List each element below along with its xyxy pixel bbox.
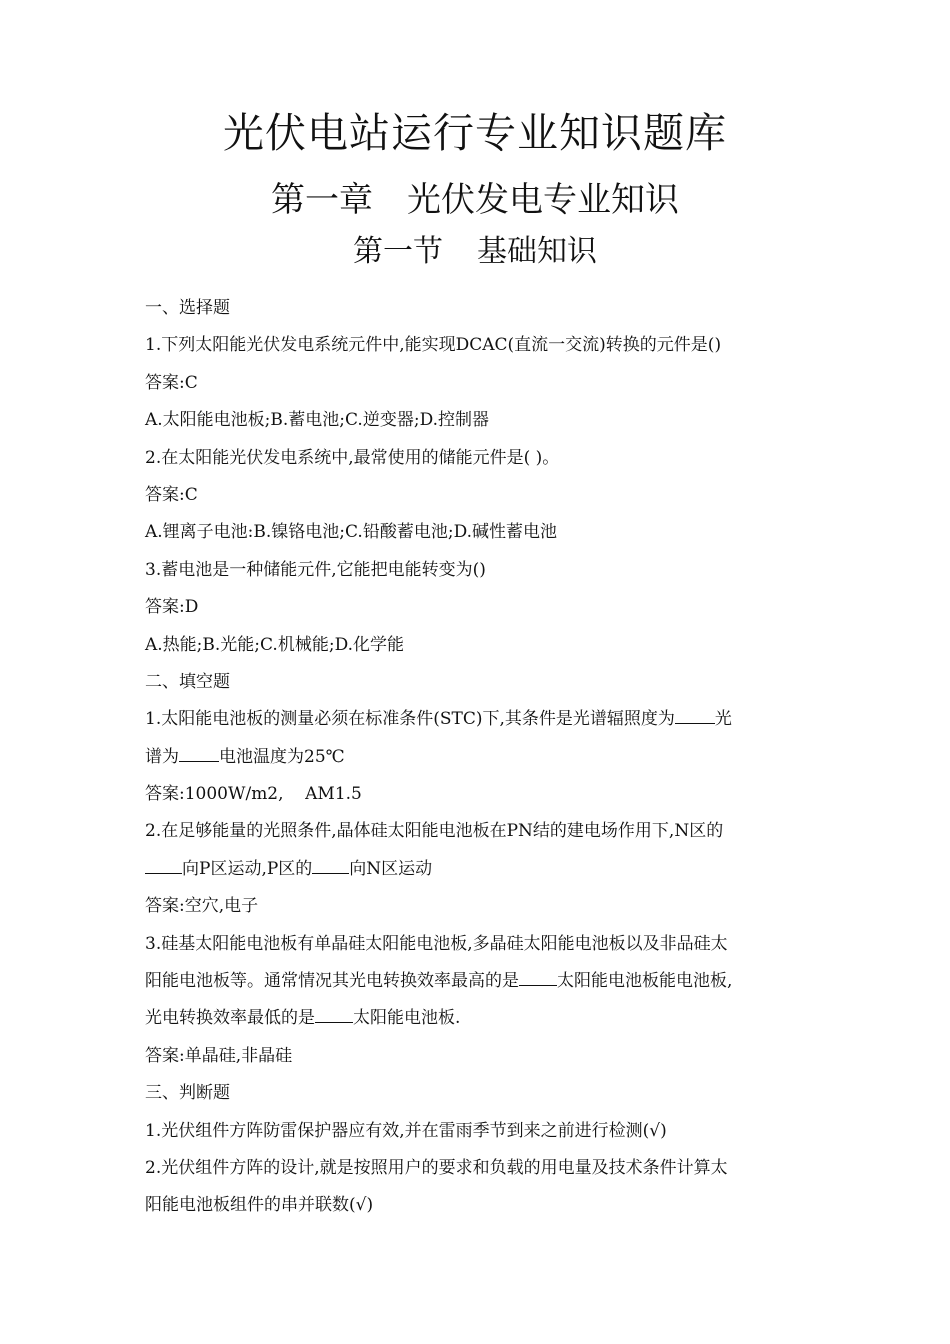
fill-blank xyxy=(145,873,182,874)
chapter-heading xyxy=(0,178,950,222)
question-text xyxy=(145,701,815,738)
options-line: A.锂离子电池:B.镍铬电池;C.铅酸蓄电池;D.碱性蓄电池 xyxy=(145,522,557,543)
document-title: 光伏电站运行专业知识题库 xyxy=(223,109,727,157)
section-heading-choice: 一、选择题 xyxy=(145,298,230,318)
section-name: 基础知识 xyxy=(477,234,597,269)
question-text-part: 阳能电池板等。通常情况其光电转换效率最高的是 xyxy=(145,971,519,992)
answer-line: 答案:D xyxy=(145,597,199,618)
question-text: 3.蓄电池是一种储能元件,它能把电能转变为() xyxy=(145,559,486,580)
question-text-part: 谱为 xyxy=(145,746,179,767)
options-line: A.热能;B.光能;C.机械能;D.化学能 xyxy=(145,634,404,655)
question-text: 1.下列太阳能光伏发电系统元件中,能实现DCAC(直流一交流)转换的元件是() xyxy=(145,335,722,356)
question-body xyxy=(145,290,815,1225)
answer-line: 答案:C xyxy=(145,484,198,505)
question-text-part: 电池温度为25℃ xyxy=(219,746,345,767)
question-text: 阳能电池板组件的串并联数(√) xyxy=(145,1195,374,1216)
chapter-number: 第一章 xyxy=(271,180,373,220)
question-text-part: 向P区运动,P区的 xyxy=(182,858,313,879)
options-line: A.太阳能电池板;B.蓄电池;C.逆变器;D.控制器 xyxy=(145,410,489,431)
section-number: 第一节 xyxy=(353,234,443,269)
question-text-part: 光电转换效率最低的是 xyxy=(145,1008,315,1029)
section-heading-fill: 二、填空题 xyxy=(145,671,230,692)
answer-line: 答案:单晶硅,非晶硅 xyxy=(145,1045,293,1066)
question-text-part: 太阳能电池板. xyxy=(353,1008,461,1029)
answer-line: 答案:1000W/m2, AM1.5 xyxy=(145,784,362,805)
question-text: 2.在足够能量的光照条件,晶体硅太阳能电池板在PN结的建电场作用下,N区的 xyxy=(145,821,724,842)
question-text: 3.硅基太阳能电池板有单晶硅太阳能电池板,多晶硅太阳能电池板以及非品硅太 xyxy=(145,933,728,954)
question-text xyxy=(145,851,815,888)
fill-blank xyxy=(315,1022,353,1023)
question-text xyxy=(145,1000,815,1037)
section-heading xyxy=(0,232,950,272)
answer-line: 答案:C xyxy=(145,372,198,393)
question-text-part: 1.太阳能电池板的测量必须在标准条件(STC)下,其条件是光谱辐照度为 xyxy=(145,709,675,730)
fill-blank xyxy=(675,723,715,724)
question-text xyxy=(145,963,815,1000)
question-text: 1.光伏组件方阵防雷保护器应有效,并在雷雨季节到来之前进行检测(√) xyxy=(145,1120,667,1141)
question-text: 2.在太阳能光伏发电系统中,最常使用的储能元件是( )。 xyxy=(145,447,560,468)
question-text-part: 向N区运动 xyxy=(349,858,433,879)
chapter-name: 光伏发电专业知识 xyxy=(407,180,679,220)
answer-line: 答案:空穴,电子 xyxy=(145,896,259,917)
question-text-part: 太阳能电池板能电池板, xyxy=(557,971,733,992)
fill-blank xyxy=(519,985,557,986)
question-text-part: 光 xyxy=(714,709,732,730)
section-heading-judge: 三、判断题 xyxy=(145,1083,230,1104)
fill-blank xyxy=(312,873,349,874)
fill-blank xyxy=(179,761,219,762)
question-text xyxy=(145,739,815,776)
question-text: 2.光伏组件方阵的设计,就是按照用户的要求和负载的用电量及技术条件计算太 xyxy=(145,1157,728,1178)
